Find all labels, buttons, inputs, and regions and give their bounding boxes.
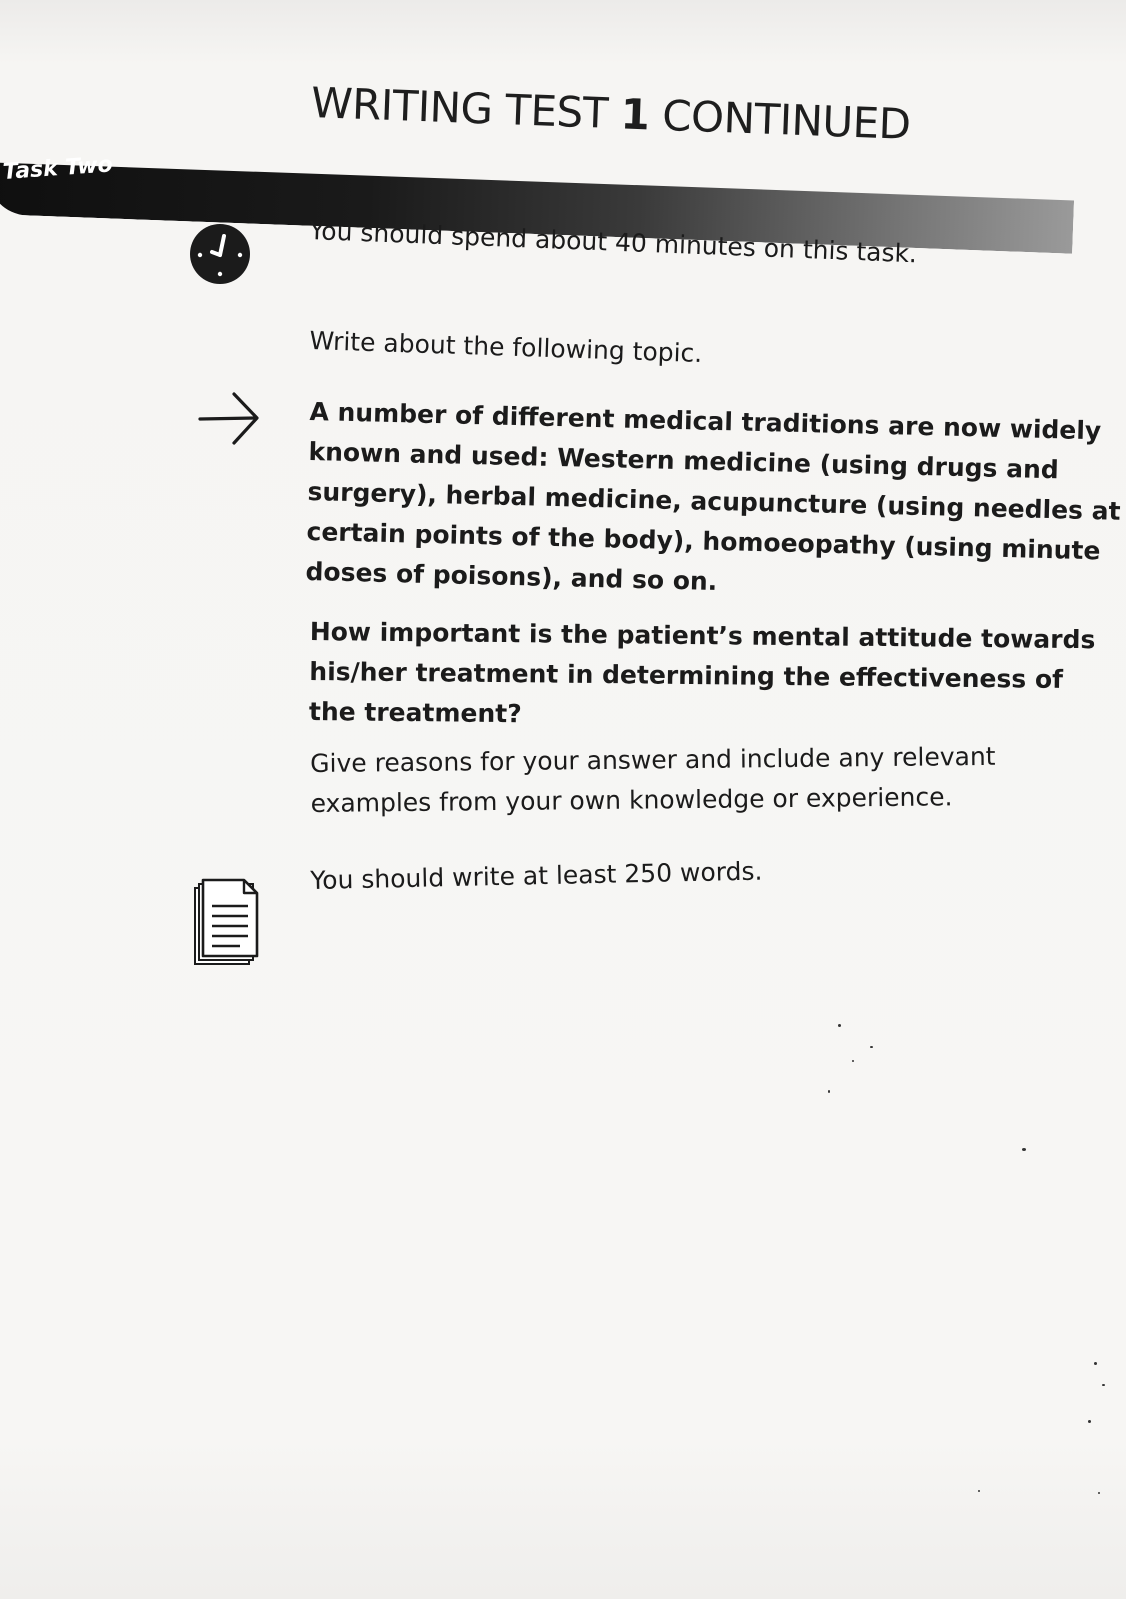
reasons-line: examples from your own knowledge or experience. (310, 782, 953, 818)
instruction-text: Write about the following topic. (309, 326, 703, 369)
arrow-right-icon (196, 388, 262, 450)
question-line: his/her treatment in determining the effectiveness of (309, 656, 1064, 694)
task-label: Task Two (2, 152, 114, 185)
paper-speckle (870, 1046, 873, 1048)
paper-speckle (1094, 1362, 1097, 1365)
word-count-text: You should write at least 250 words. (310, 856, 763, 895)
paper-speckle (838, 1024, 841, 1027)
paper-speckle (852, 1060, 854, 1062)
reasons-paragraph (310, 736, 1031, 824)
page-title-number: 1 (619, 89, 651, 140)
topic-line: doses of poisons), and so on. (305, 556, 718, 597)
question-line: How important is the patient’s mental attitude towards (309, 616, 1096, 655)
paper-speckle (1098, 1492, 1100, 1494)
word-count-note (310, 851, 1030, 895)
question-line: the treatment? (308, 696, 522, 729)
topic-line: certain points of the body), homoeopathy (using minute (306, 516, 1101, 566)
topic-line: A number of different medical traditions are now widely (309, 396, 1102, 446)
document-icon (192, 876, 262, 968)
page-title-main: WRITING TEST (310, 78, 622, 139)
topic-line: known and used: Western medicine (using drugs and (308, 436, 1060, 485)
topic-paragraph (305, 392, 1121, 610)
topic-line: surgery), herbal medicine, acupuncture (using needles at (307, 476, 1121, 526)
reasons-line: Give reasons for your answer and include any relevant (310, 741, 996, 778)
paper-speckle (978, 1490, 980, 1492)
question-paragraph (308, 612, 1096, 740)
time-note-text: You should spend about 40 minutes on this task. (308, 216, 918, 269)
page-title-rest: CONTINUED (648, 90, 912, 149)
paper-speckle (1088, 1420, 1091, 1423)
paper-speckle (828, 1090, 830, 1093)
paper-speckle (1102, 1384, 1105, 1386)
instruction (309, 326, 1030, 379)
clock-icon (188, 222, 252, 286)
page-title (310, 78, 911, 149)
paper-speckle (1022, 1148, 1026, 1151)
